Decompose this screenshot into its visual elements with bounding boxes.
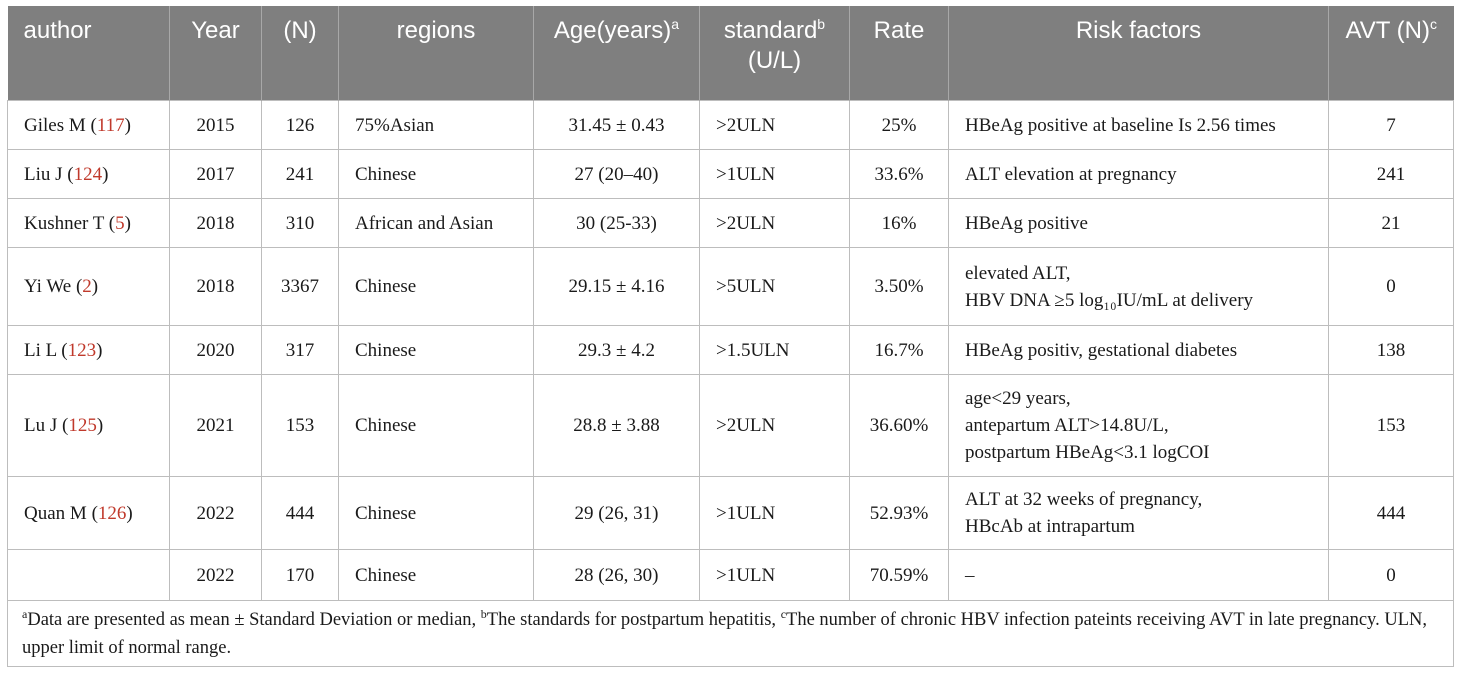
reference-link[interactable]: 124 xyxy=(73,163,103,185)
table-row xyxy=(8,199,1454,248)
table-row xyxy=(8,101,1454,150)
author-name: Liu J xyxy=(24,163,63,185)
standard-cell: >2ULN xyxy=(700,199,850,248)
author-cell xyxy=(8,550,170,601)
avt-cell: 7 xyxy=(1329,101,1454,150)
year-cell: 2018 xyxy=(170,248,262,326)
avt-cell: 153 xyxy=(1329,375,1454,477)
region-cell: African and Asian xyxy=(339,199,534,248)
author-cell: Quan M (126) xyxy=(8,477,170,550)
risk-factor-line: antepartum ALT>14.8U/L, xyxy=(965,415,1169,436)
age-cell: 28.8 ± 3.88 xyxy=(534,375,700,477)
year-cell: 2018 xyxy=(170,199,262,248)
header-risk-factors: Risk factors xyxy=(949,6,1329,101)
reference-link[interactable]: 5 xyxy=(115,212,125,234)
author-name: Kushner T xyxy=(24,212,105,234)
region-cell: Chinese xyxy=(339,375,534,477)
risk-factor-line: elevated ALT, xyxy=(965,262,1071,284)
risk-factor-line: ALT at 32 weeks of pregnancy, xyxy=(965,489,1203,510)
table-body xyxy=(8,101,1454,601)
reference-link[interactable]: 2 xyxy=(82,276,92,297)
risk-factor-line: ALT elevation at pregnancy xyxy=(965,163,1177,185)
risk-factors-cell xyxy=(949,326,1329,375)
n-cell: 241 xyxy=(262,150,339,199)
region-cell: Chinese xyxy=(339,150,534,199)
n-cell: 153 xyxy=(262,375,339,477)
risk-factors-cell xyxy=(949,150,1329,199)
avt-cell: 444 xyxy=(1329,477,1454,550)
avt-cell: 21 xyxy=(1329,199,1454,248)
standard-cell: >2ULN xyxy=(700,101,850,150)
year-cell: 2022 xyxy=(170,477,262,550)
age-cell: 27 (20–40) xyxy=(534,150,700,199)
table-container xyxy=(7,6,1453,667)
avt-cell: 0 xyxy=(1329,248,1454,326)
risk-factor-line: age<29 years, xyxy=(965,388,1071,409)
author-cell: Li L (123) xyxy=(8,326,170,375)
author-cell: Giles M (117) xyxy=(8,101,170,150)
year-cell: 2020 xyxy=(170,326,262,375)
age-cell: 28 (26, 30) xyxy=(534,550,700,601)
avt-cell: 0 xyxy=(1329,550,1454,601)
risk-factor-line: postpartum HBeAg<3.1 logCOI xyxy=(965,442,1210,463)
risk-factors-cell xyxy=(949,248,1329,326)
reference-link[interactable]: 123 xyxy=(67,339,97,361)
risk-factors-cell xyxy=(949,477,1329,550)
standard-cell: >1.5ULN xyxy=(700,326,850,375)
rate-cell: 70.59% xyxy=(850,550,949,601)
header-author: author xyxy=(8,6,170,101)
author-name: Lu J xyxy=(24,415,58,436)
table-header xyxy=(8,6,1454,101)
table-row xyxy=(8,550,1454,601)
table-footnote: $^a$Data are presented as mean ± Standard Deviation or median, $^b$The standards for postpartum hepatitis, $^c$The number of chronic HBV infection pateints receiving AVT in late pregnancy. ULN, upper limit of normal range. xyxy=(8,601,1454,667)
author-name: Quan M xyxy=(24,502,87,524)
rate-cell: 25% xyxy=(850,101,949,150)
standard-cell: >1ULN xyxy=(700,550,850,601)
year-cell: 2015 xyxy=(170,101,262,150)
author-cell: Lu J (125) xyxy=(8,375,170,477)
risk-factors-cell xyxy=(949,375,1329,477)
n-cell: 317 xyxy=(262,326,339,375)
risk-factor-line: HBV DNA ≥5 log₁₀IU/mL at delivery xyxy=(965,289,1254,311)
age-cell: 31.45 ± 0.43 xyxy=(534,101,700,150)
header-rate: Rate xyxy=(850,6,949,101)
risk-factor-line: HBeAg positiv, gestational diabetes xyxy=(965,339,1238,361)
reference-link[interactable]: 126 xyxy=(97,502,127,524)
rate-cell: 16.7% xyxy=(850,326,949,375)
table-row xyxy=(8,477,1454,550)
standard-cell: >1ULN xyxy=(700,150,850,199)
header-regions: regions xyxy=(339,6,534,101)
risk-factor-line: HBeAg positive xyxy=(965,212,1088,234)
risk-factor-line: – xyxy=(965,564,975,586)
rate-cell: 33.6% xyxy=(850,150,949,199)
reference-link[interactable]: 117 xyxy=(96,114,125,136)
age-cell: 29 (26, 31) xyxy=(534,477,700,550)
table-row xyxy=(8,375,1454,477)
reference-link[interactable]: 125 xyxy=(68,415,97,436)
region-cell: Chinese xyxy=(339,248,534,326)
n-cell: 310 xyxy=(262,199,339,248)
header-age: Age(years)$^a$ xyxy=(534,6,700,101)
age-cell: 30 (25-33) xyxy=(534,199,700,248)
rate-cell: 36.60% xyxy=(850,375,949,477)
n-cell: 444 xyxy=(262,477,339,550)
standard-cell: >2ULN xyxy=(700,375,850,477)
year-cell: 2022 xyxy=(170,550,262,601)
avt-cell: 241 xyxy=(1329,150,1454,199)
table-row xyxy=(8,150,1454,199)
author-name: Li L xyxy=(24,339,57,361)
risk-factor-line: HBeAg positive at baseline Is 2.56 times xyxy=(965,114,1276,136)
risk-factor-line: HBcAb at intrapartum xyxy=(965,516,1135,537)
rate-cell: 3.50% xyxy=(850,248,949,326)
standard-cell: >1ULN xyxy=(700,477,850,550)
author-cell: Kushner T (5) xyxy=(8,199,170,248)
table-row xyxy=(8,248,1454,326)
region-cell: 75%Asian xyxy=(339,101,534,150)
age-cell: 29.3 ± 4.2 xyxy=(534,326,700,375)
author-cell: Yi We (2) xyxy=(8,248,170,326)
age-cell: 29.15 ± 4.16 xyxy=(534,248,700,326)
year-cell: 2021 xyxy=(170,375,262,477)
n-cell: 170 xyxy=(262,550,339,601)
risk-factors-cell xyxy=(949,199,1329,248)
header-n: (N) xyxy=(262,6,339,101)
author-cell: Liu J (124) xyxy=(8,150,170,199)
data-table xyxy=(7,6,1454,667)
region-cell: Chinese xyxy=(339,477,534,550)
avt-cell: 138 xyxy=(1329,326,1454,375)
rate-cell: 16% xyxy=(850,199,949,248)
region-cell: Chinese xyxy=(339,326,534,375)
author-name: Yi We xyxy=(24,276,72,297)
n-cell: 3367 xyxy=(262,248,339,326)
rate-cell: 52.93% xyxy=(850,477,949,550)
region-cell: Chinese xyxy=(339,550,534,601)
year-cell: 2017 xyxy=(170,150,262,199)
header-avt: AVT $(N)^c$ xyxy=(1329,6,1454,101)
header-standard: standard$^b$ (U/L) xyxy=(700,6,850,101)
risk-factors-cell xyxy=(949,101,1329,150)
header-year: Year xyxy=(170,6,262,101)
author-name: Giles M xyxy=(24,114,86,136)
table-row xyxy=(8,326,1454,375)
n-cell: 126 xyxy=(262,101,339,150)
standard-cell: >5ULN xyxy=(700,248,850,326)
risk-factors-cell xyxy=(949,550,1329,601)
